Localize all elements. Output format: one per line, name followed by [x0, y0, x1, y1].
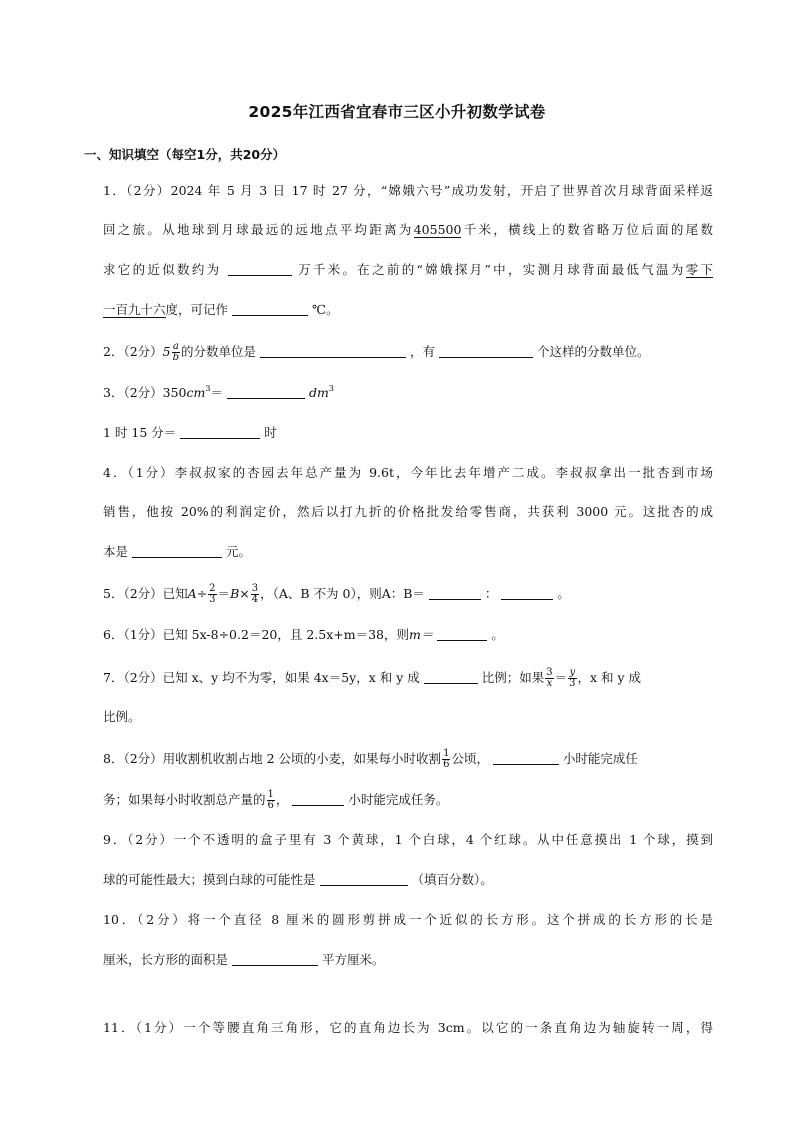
answer-blank[interactable] [437, 627, 487, 641]
q4-line-2: 销售，他按 20%的利润定价，然后以打九折的价格批发给零售商，共获利 3000 元。这批杏的成 [103, 504, 713, 519]
fraction: $\frac{1}{6}$ [443, 748, 450, 770]
answer-blank[interactable] [232, 952, 318, 966]
underlined-number: 405500 [413, 222, 462, 237]
answer-blank[interactable] [260, 344, 406, 358]
fraction: $\frac{y}{3}$ [569, 667, 576, 689]
q10-line-2: 厘米，长方形的面积是 平方厘米。 [103, 952, 385, 967]
answer-blank[interactable] [132, 544, 222, 558]
answer-blank[interactable] [180, 425, 260, 439]
q4-line-1: 4．（1分）李叔叔家的杏园去年总产量为 9.6t，今年比去年增产二成。李叔叔拿出一批杏到市场 [103, 465, 713, 480]
q7-line-1: 7．（2分）已知 x、y 均不为零，如果 4x＝5y，x 和 y 成 比例；如果 $\frac{3}{x}$ ＝ $\frac{y}{3}$ ，x 和 y 成 [103, 667, 642, 689]
answer-blank[interactable] [439, 344, 533, 358]
fraction: $\frac{3}{x}$ [546, 667, 553, 689]
q8-line-2: 务；如果每小时收割总产量的 $\frac{1}{6}$ ， 小时能完成任务。 [103, 789, 449, 811]
q10-line-1: 10．（2分）将一个直径 8 厘米的圆形剪拼成一个近似的长方形。这个拼成的长方形的长是 [103, 912, 713, 927]
q3-line-2: 1 时 15 分＝ 时 [103, 425, 277, 440]
answer-blank[interactable] [429, 586, 481, 600]
fraction: $\frac{a}{b}$ [172, 341, 180, 363]
answer-blank[interactable] [292, 792, 344, 806]
q9-line-2: 球的可能性最大；摸到白球的可能性是 （填百分数）。 [103, 872, 493, 887]
q1-line-2: 回之旅。从地球到月球最远的远地点平均距离为405500千米，横线上的数省略万位后面的尾数 [103, 222, 713, 237]
answer-blank[interactable] [493, 751, 559, 765]
q8-line-1: 8．（2分）用收割机收割占地 2 公顷的小麦，如果每小时收割 $\frac{1}{6}$ 公顷， 小时能完成任 [103, 748, 638, 770]
q3-line-1: 3．（2分）$350cm^3= dm^3$ [103, 384, 334, 400]
fraction: $\frac{2}{3}$ [209, 583, 216, 605]
fraction: $\frac{1}{6}$ [267, 789, 274, 811]
answer-blank[interactable] [228, 262, 292, 276]
q6-line: 6．（1分）已知 5x-8÷0.2＝20，且 2.5x+m＝38，则m＝ 。 [103, 627, 504, 642]
exam-title: 2025年江西省宜春市三区小升初数学试卷 [248, 103, 546, 121]
answer-blank[interactable] [232, 302, 308, 316]
section-heading: 一、知识填空（每空1分，共20分） [84, 147, 286, 162]
q5-line: 5．（2分）已知A÷ $\frac{2}{3}$ ＝B× $\frac{3}{4}$ ，（A、B 不为 0），则A：B＝ ： 。 [103, 583, 570, 605]
fraction: $\frac{3}{4}$ [251, 583, 259, 605]
answer-blank[interactable] [501, 586, 553, 600]
answer-blank[interactable] [320, 872, 408, 886]
answer-blank[interactable] [227, 385, 305, 399]
q4-line-3: 本是 元。 [103, 544, 251, 559]
q7-line-2: 比例。 [103, 709, 141, 724]
answer-blank[interactable] [424, 670, 478, 684]
q11-line-1: 11．（1分）一个等腰直角三角形，它的直角边长为 3cm。以它的一条直角边为轴旋转一周，得 [103, 1020, 713, 1035]
q1-line-3: 求它的近似数约为 万千米。在之前的“嫦娥探月”中，实测月球背面最低气温为零下 [103, 262, 713, 277]
q1-line-4: 一百九十六度，可记作 ℃。 [103, 302, 339, 317]
q2-line: 2．（2分）5 $\frac{a}{b}$ 的分数单位是 ，有 个这样的分数单位。 [103, 341, 650, 363]
q1-line-1: 1．（2分）2024 年 5 月 3 日 17 时 27 分，“嫦娥六号”成功发射，开启了世界首次月球背面采样返 [103, 183, 713, 198]
q9-line-1: 9．（2分）一个不透明的盒子里有 3 个黄球，1 个白球，4 个红球。从中任意摸出 1 个球，摸到 [103, 832, 713, 847]
